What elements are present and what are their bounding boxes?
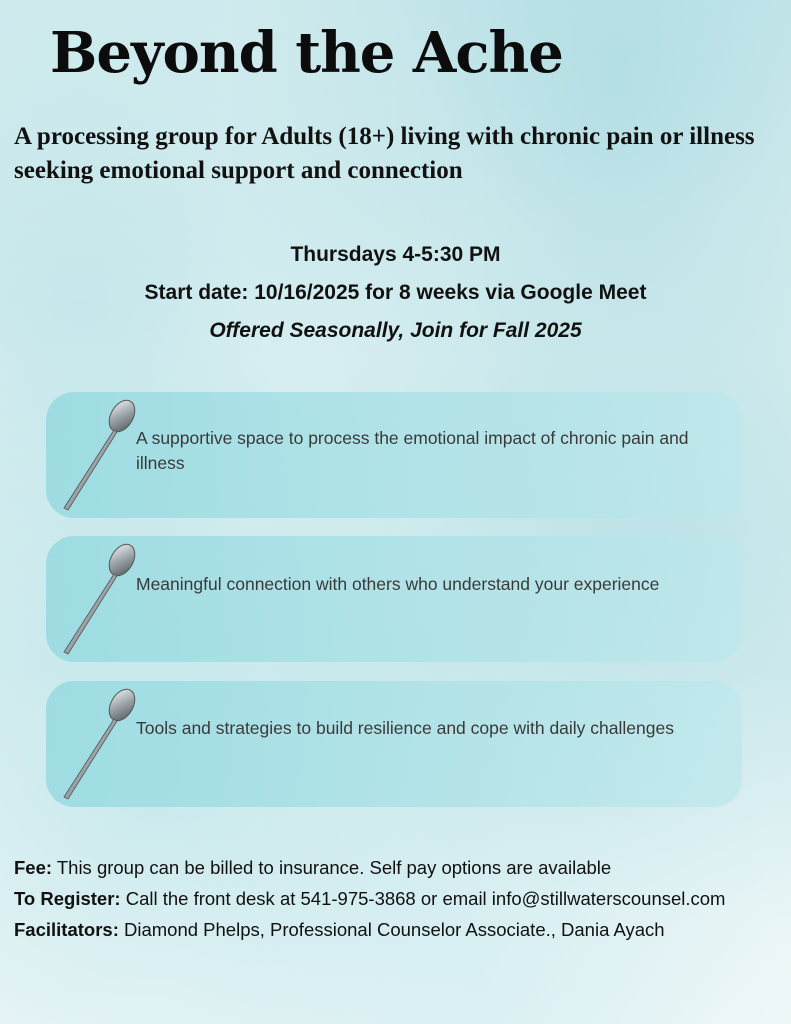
facilitators-label: Facilitators: bbox=[14, 919, 119, 940]
feature-card-2 bbox=[46, 536, 742, 662]
feature-card-3 bbox=[46, 681, 742, 807]
spoon-icon bbox=[50, 394, 140, 514]
register-line bbox=[14, 883, 784, 914]
spoon-icon bbox=[50, 538, 140, 658]
feature-text: Tools and strategies to build resilience and cope with daily challenges bbox=[136, 718, 674, 738]
fee-line bbox=[14, 852, 784, 883]
schedule-season: Offered Seasonally, Join for Fall 2025 bbox=[209, 319, 582, 342]
schedule-block bbox=[0, 236, 791, 350]
flyer-title: Beyond the Ache bbox=[50, 20, 563, 86]
feature-text: A supportive space to process the emotional impact of chronic pain and illness bbox=[136, 428, 689, 473]
fee-text: This group can be billed to insurance. Self pay options are available bbox=[52, 857, 612, 878]
feature-text: Meaningful connection with others who understand your experience bbox=[136, 574, 660, 594]
schedule-start-date: Start date: 10/16/2025 for 8 weeks via Google Meet bbox=[144, 281, 647, 304]
feature-card-1 bbox=[46, 392, 742, 518]
register-label: To Register: bbox=[14, 888, 121, 909]
facilitators-line bbox=[14, 914, 784, 945]
flyer-subtitle: A processing group for Adults (18+) living with chronic pain or illness seeking emotional support and connection bbox=[14, 123, 755, 184]
fee-label: Fee: bbox=[14, 857, 53, 878]
schedule-day-time: Thursdays 4-5:30 PM bbox=[290, 243, 501, 266]
footer-info bbox=[14, 852, 784, 945]
facilitators-text: Diamond Phelps, Professional Counselor Associate., Dania Ayach bbox=[118, 919, 665, 940]
spoon-icon bbox=[50, 683, 140, 803]
register-text: Call the front desk at 541-975-3868 or email info@stillwaterscounsel.com bbox=[120, 888, 726, 909]
